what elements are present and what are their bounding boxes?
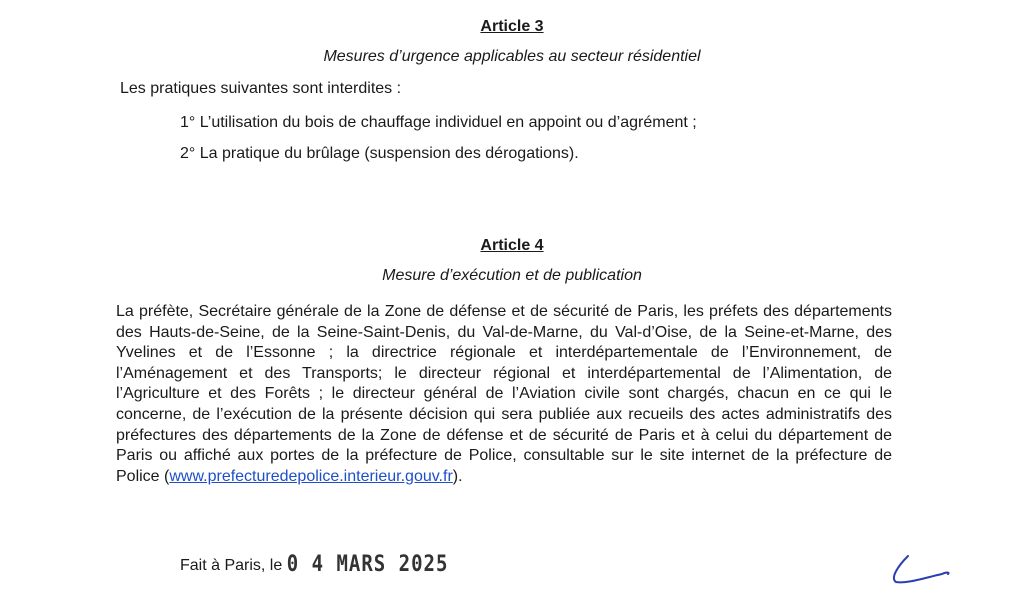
prefecture-website-link[interactable]: www.prefecturedepolice.interieur.gouv.fr [169, 467, 453, 485]
article-4-body-text: La préfète, Secrétaire générale de la Zone de défense et de sécurité de Paris, les préfets des départements des Hauts-de-Seine, de la Seine-Saint-Denis, du Val-de-Marne, du Val-d’Oise, de la Seine-et-Marne, des Yvelines et de l’Essonne ; la directrice régionale et interdépartementale de l’Environnement, de l’Aménagement et des Transports; le directeur régional et interdépartemental de l’Alimentation, de l’Agriculture et des Forêts ; le directeur général de l’Aviation civile sont chargés, chacun en ce qui le concerne, de l’exécution de la présente décision qui sera publiée aux recueils des actes administratifs des préfectures des départements de la Zone de défense et de sécurité de Paris et à celui du département de Paris ou affiché aux portes de la préfecture de Police, consultable sur le site internet de la préfecture de Police ( [116, 303, 892, 485]
article-4-title: Article 4 [480, 237, 544, 254]
article-4-subtitle: Mesure d’exécution et de publication [382, 267, 642, 284]
article-3-subtitle: Mesures d’urgence applicables au secteur résidentiel [323, 48, 701, 65]
article-3-item-1: 1° L’utilisation du bois de chauffage individuel en appoint ou d’agrément ; [180, 114, 697, 131]
signature-place: Fait à Paris, le [180, 557, 283, 574]
date-stamp: 0 4 MARS 2025 [286, 551, 449, 577]
article-4-body [116, 302, 892, 487]
handwritten-signature [880, 548, 960, 588]
signature-place-date [180, 553, 448, 575]
article-3-item-2: 2° La pratique du brûlage (suspension des dérogations). [180, 145, 579, 162]
article-3-intro: Les pratiques suivantes sont interdites : [120, 80, 402, 97]
article-4-body-end: ). [452, 467, 463, 485]
article-3-title: Article 3 [480, 18, 544, 35]
